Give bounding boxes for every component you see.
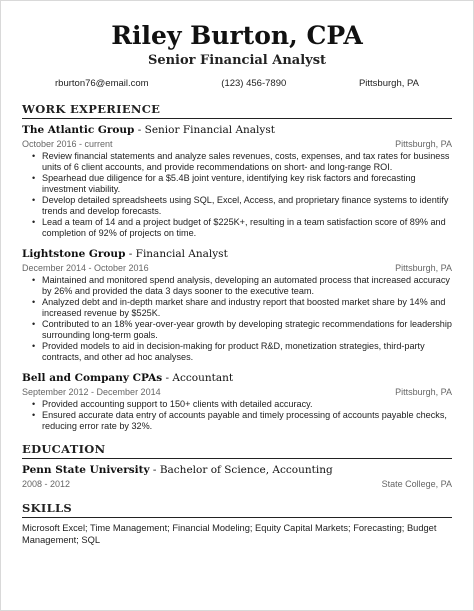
- title-separator: -: [149, 464, 160, 476]
- skills-heading: SKILLS: [22, 501, 452, 518]
- title-separator: -: [134, 124, 145, 136]
- job-bullet: • Spearhead due diligence for a $5.4B joint venture, identifying key risk factors and forecasting investment viability.: [42, 173, 452, 195]
- contact-phone: (123) 456-7890: [221, 78, 287, 89]
- job-title-line: [22, 124, 452, 137]
- job-bullet: • Develop detailed spreadsheets using SQL, Excel, Access, and proprietary finance systems to identify trends and develop forecasts.: [42, 195, 452, 217]
- job-dates: October 2016 - current: [22, 139, 113, 149]
- skills-list: Microsoft Excel; Time Management; Financial Modeling; Equity Capital Markets; Forecasting; Budget Management; SQL: [22, 523, 437, 545]
- job-role: Financial Analyst: [135, 248, 228, 260]
- job-title-line: [22, 248, 452, 261]
- education-dates: 2008 - 2012: [22, 479, 71, 489]
- job-bullets: [22, 275, 452, 363]
- title-separator: -: [125, 248, 136, 260]
- education-title-line: [22, 464, 452, 477]
- job-location: Pittsburgh, PA: [395, 139, 452, 149]
- job-bullet: • Provided models to aid in decision-making for product R&D, monetization strategies, third-party contracts, and other ad hoc analyses.: [42, 341, 452, 363]
- education-heading: EDUCATION: [22, 442, 452, 459]
- job-bullet: • Provided accounting support to 150+ clients with detailed accuracy.: [42, 399, 452, 410]
- contact-row: [22, 78, 452, 90]
- job-entry: [22, 124, 452, 239]
- job-meta: [22, 262, 452, 274]
- job-bullet: • Ensured accurate data entry of accounts payable and timely processing of accounts payable checks, reducing error rate by 32%.: [42, 410, 452, 432]
- job-bullets: [22, 151, 452, 239]
- job-company: Lightstone Group: [22, 248, 126, 260]
- job-role: Accountant: [172, 372, 234, 384]
- education-entry: [22, 464, 452, 490]
- job-role: Senior Financial Analyst: [144, 124, 275, 136]
- job-company: The Atlantic Group: [22, 124, 135, 136]
- job-location: Pittsburgh, PA: [395, 263, 452, 273]
- work-experience-heading: WORK EXPERIENCE: [22, 102, 452, 119]
- title-separator: -: [162, 372, 173, 384]
- job-entry: [22, 372, 452, 432]
- job-title-line: [22, 372, 452, 385]
- job-dates: December 2014 - October 2016: [22, 263, 149, 273]
- education-school: Penn State University: [22, 464, 150, 476]
- job-bullet: • Analyzed debt and in-depth market share and industry report that boosted market share by 14% and increased revenue by $525K.: [42, 297, 452, 319]
- job-meta: [22, 138, 452, 150]
- job-bullet: • Lead a team of 14 and a project budget of $225K+, resulting in a team satisfaction score of 89% and completion of 92% of projects on time.: [42, 217, 452, 239]
- job-location: Pittsburgh, PA: [395, 387, 452, 397]
- contact-location: Pittsburgh, PA: [358, 78, 419, 89]
- job-meta: [22, 386, 452, 398]
- job-bullet: • Contributed to an 18% year-over-year growth by developing strategic recommendations for leadership surrounding long-term goals.: [42, 319, 452, 341]
- education-meta: [22, 478, 452, 490]
- education-degree: Bachelor of Science, Accounting: [159, 464, 333, 476]
- education-location: State College, PA: [381, 479, 452, 489]
- job-bullet: • Maintained and monitored spend analysis, developing an automated process that increased accuracy by 26% and provided the data 3 days sooner to the executive team.: [42, 275, 452, 297]
- job-dates: September 2012 - December 2014: [22, 387, 161, 397]
- contact-email[interactable]: rburton76@email.com: [55, 78, 149, 89]
- job-company: Bell and Company CPAs: [22, 372, 163, 384]
- job-bullets: [22, 399, 452, 432]
- candidate-name: Riley Burton, CPA: [111, 21, 363, 50]
- job-entry: [22, 248, 452, 363]
- candidate-title: Senior Financial Analyst: [147, 53, 327, 68]
- job-bullet: • Review financial statements and analyze sales revenues, costs, expenses, and tax rates for business units of 6 client accounts, and provide recommendations on short- and long-range ROI.: [42, 151, 452, 173]
